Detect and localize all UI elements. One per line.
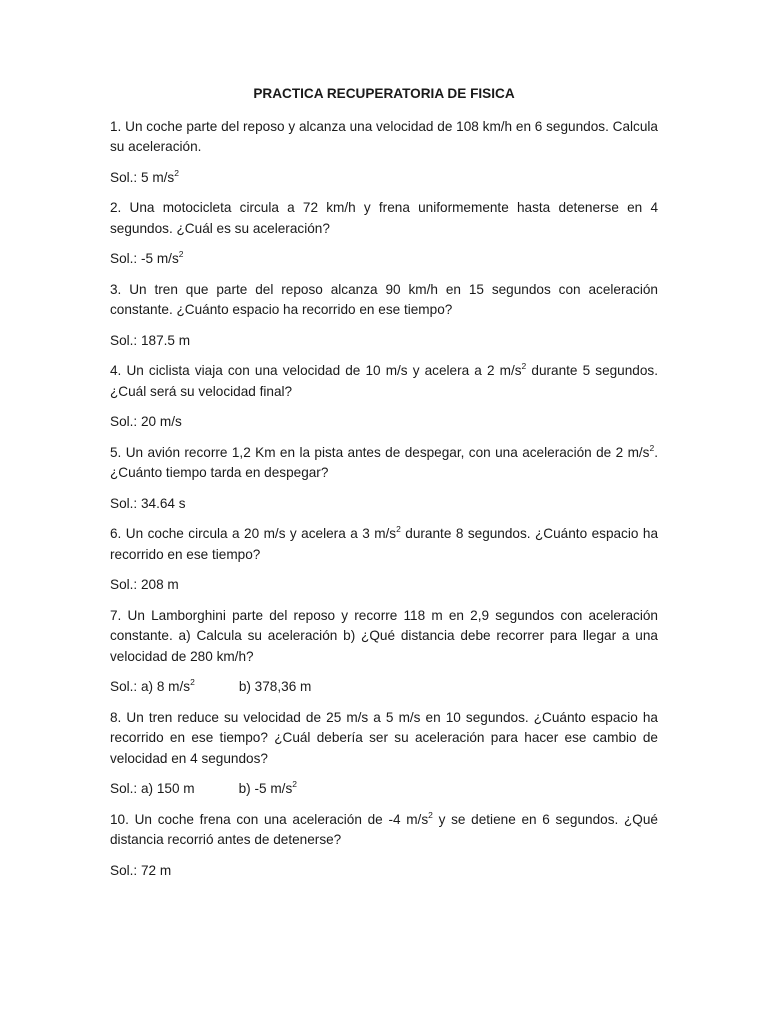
solution-text: Sol.: 187.5 m: [110, 332, 191, 348]
document-page: [110, 84, 658, 891]
solution-1: [110, 168, 658, 189]
problem-1: [110, 117, 658, 158]
solution-7: [110, 677, 658, 698]
solution-text: Sol.: 5 m/s: [110, 169, 175, 185]
exponent: 2: [174, 167, 179, 178]
exponent: 2: [396, 524, 401, 534]
solution-part-b: b) -5 m/s: [238, 781, 293, 796]
problem-text: durante 8 segundos. ¿Cuánto espacio ha recorrido en ese tiempo?: [110, 526, 659, 562]
solution-6: [110, 575, 658, 596]
problem-text: 2. Una motocicleta circula a 72 km/h y frena uniformemente hasta detenerse en 4 segundos. ¿Cuál es su aceleración?: [110, 200, 658, 236]
problem-text: 10. Un coche frena con una aceleración de -4 m/s: [110, 811, 429, 827]
problem-text: 5. Un avión recorre 1,2 Km en la pista antes de despegar, con una aceleración de 2 m/s: [110, 444, 650, 460]
solution-4: [110, 412, 658, 433]
problem-text: 3. Un tren que parte del reposo alcanza 90 km/h en 15 segundos con aceleración constante. ¿Cuánto espacio ha recorrido en ese tiempo?: [110, 281, 658, 317]
solution-3: [110, 331, 658, 352]
solution-8: [110, 779, 658, 800]
solution-part-a: Sol.: a) 8 m/s: [110, 679, 191, 694]
exponent: 2: [292, 779, 297, 789]
solution-part-b: b) 378,36 m: [238, 679, 312, 694]
problem-text: 4. Un ciclista viaja con una velocidad de 10 m/s y acelera a 2 m/s: [110, 363, 522, 378]
problem-7: [110, 606, 658, 668]
exponent: 2: [178, 249, 184, 259]
problem-text: 6. Un coche circula a 20 m/s y acelera a 3 m/s: [110, 526, 397, 541]
exponent: 2: [521, 361, 527, 371]
problem-text: 1. Un coche parte del reposo y alcanza una velocidad de 108 km/h en 6 segundos. Calcula su aceleración.: [110, 118, 658, 154]
problem-3: [110, 280, 658, 321]
problem-text: 7. Un Lamborghini parte del reposo y recorre 118 m en 2,9 segundos con aceleración constante. a) Calcula su aceleración b) ¿Qué distancia debe recorrer para llegar a una velocidad de 280 km/h?: [110, 607, 658, 664]
problem-5: [110, 443, 658, 484]
problem-text: . ¿Cuánto tiempo tarda en despegar?: [110, 444, 658, 480]
solution-text: Sol.: 34.64 s: [110, 495, 186, 511]
exponent: 2: [190, 677, 195, 687]
solution-10: [110, 861, 658, 882]
solution-text: Sol.: 208 m: [110, 577, 179, 592]
document-title: PRACTICA RECUPERATORIA DE FISICA: [253, 86, 515, 101]
problem-6: [110, 524, 658, 565]
problem-text: y se detiene en 6 segundos. ¿Qué distancia recorrió antes de detenerse?: [110, 811, 658, 847]
solution-text: Sol.: 72 m: [110, 862, 172, 878]
solution-2: [110, 249, 658, 270]
problem-4: [110, 361, 658, 402]
problem-2: [110, 198, 658, 239]
problem-text: durante 5 segundos. ¿Cuál será su velocidad final?: [110, 363, 659, 399]
solution-text: Sol.: 20 m/s: [110, 414, 182, 429]
solution-5: [110, 494, 658, 515]
solution-text: Sol.: -5 m/s: [110, 251, 179, 266]
solution-part-a: Sol.: a) 150 m: [110, 781, 195, 796]
exponent: 2: [649, 442, 655, 453]
problem-8: [110, 708, 658, 770]
exponent: 2: [428, 809, 433, 820]
problem-text: 8. Un tren reduce su velocidad de 25 m/s a 5 m/s en 10 segundos. ¿Cuánto espacio ha recorrido en ese tiempo? ¿Cuál debería ser su aceleración para hacer ese cambio de velocidad en 4 segundos?: [110, 709, 658, 766]
problem-10: [110, 810, 658, 851]
